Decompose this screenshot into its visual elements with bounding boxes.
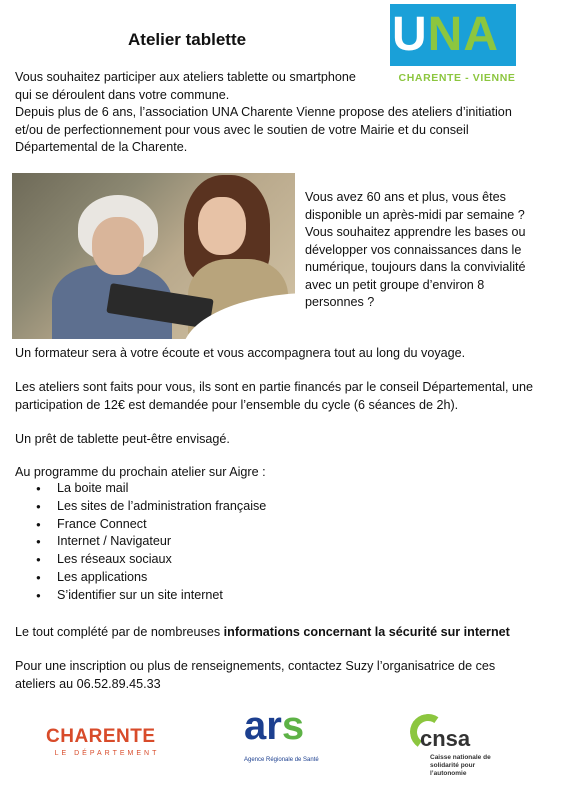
ars-logo-r: r <box>266 704 282 748</box>
contact-line: ateliers au 06.52.89.45.33 <box>15 676 161 691</box>
una-logo-letters <box>392 10 499 60</box>
ars-logo-a: a <box>244 704 267 748</box>
security-info-highlight: informations concernant la sécurité sur internet <box>223 625 510 639</box>
list-item: ● Les sites de l’administration française <box>15 498 266 516</box>
cnsa-logo-name: cnsa <box>420 726 471 751</box>
una-logo-na: NA <box>427 8 499 61</box>
contact-line: Pour une inscription ou plus de renseignements, contactez Suzy l’organisatrice de ces <box>15 659 496 673</box>
ateliers-paragraph <box>15 379 560 414</box>
ars-logo <box>244 704 326 772</box>
intro-line: qui se déroulent dans votre commune. <box>15 87 230 102</box>
complement-text: Le tout complété par de nombreuses <box>15 625 224 639</box>
elderly-woman-and-young-woman-with-tablet-photo <box>12 173 295 339</box>
page-title: Atelier tablette <box>128 30 247 49</box>
intro-paragraph <box>15 69 560 157</box>
intro-line: Vous souhaitez participer aux ateliers tablette ou smartphone <box>15 70 356 84</box>
list-item: ● La boite mail <box>15 480 266 498</box>
complement-paragraph <box>15 624 560 642</box>
side-line: avec un petit groupe d’environ 8 <box>305 277 485 292</box>
intro-line: Depuis plus de 6 ans, l’association UNA Charente Vienne propose des ateliers d’initiation <box>15 105 512 119</box>
formateur-paragraph: Un formateur sera à votre écoute et vous accompagnera tout au long du voyage. <box>15 346 466 360</box>
side-line: disponible un après-midi par semaine ? <box>305 207 525 222</box>
una-logo-subtitle: CHARENTE - VIENNE <box>398 72 516 84</box>
charente-logo-subtitle: LE DÉPARTEMENT <box>54 750 160 757</box>
pret-paragraph: Un prêt de tablette peut-être envisagé. <box>15 432 230 446</box>
ars-logo-letters <box>244 704 304 748</box>
intro-line: Départemental de la Charente. <box>15 140 188 154</box>
contact-paragraph <box>15 658 560 693</box>
intro-line: et/ou de perfectionnement pour vous avec le soutien de votre Mairie et du conseil <box>15 122 469 137</box>
cnsa-sub-line: solidarité pour l’autonomie <box>430 762 476 777</box>
cnsa-logo <box>406 714 500 777</box>
cnsa-logo-subtitle <box>430 754 500 778</box>
side-line: développer vos connaissances dans le <box>305 242 522 257</box>
una-logo-u: U <box>392 8 428 61</box>
programme-list <box>15 480 266 605</box>
list-item: ● Les réseaux sociaux <box>15 551 266 569</box>
ars-logo-subtitle: Agence Régionale de Santé <box>244 757 319 763</box>
ateliers-line: Les ateliers sont faits pour vous, ils sont en partie financés par le conseil Départemental, une <box>15 380 534 394</box>
cnsa-sub-line: Caisse nationale de <box>430 754 491 761</box>
list-item: ● Internet / Navigateur <box>15 533 266 551</box>
side-line: personnes ? <box>305 295 375 309</box>
side-line: Vous souhaitez apprendre les bases ou <box>305 225 526 239</box>
charente-logo <box>46 726 168 759</box>
side-line: numérique, toujours dans la convivialité <box>305 260 526 274</box>
ars-logo-s: s <box>281 704 305 748</box>
photo-young-face <box>198 197 246 255</box>
side-line: Vous avez 60 ans et plus, vous êtes <box>305 190 506 204</box>
side-paragraph <box>305 189 563 312</box>
list-item: ● S’identifier sur un site internet <box>15 587 266 605</box>
ateliers-line: participation de 12€ est demandée pour l’ensemble du cycle (6 séances de 2h). <box>15 397 459 412</box>
charente-logo-name: CHARENTE <box>46 726 156 747</box>
list-item: ● France Connect <box>15 516 266 534</box>
list-item: ● Les applications <box>15 569 266 587</box>
programme-heading: Au programme du prochain atelier sur Aigre : <box>15 465 266 479</box>
photo-elder-face <box>92 217 144 275</box>
